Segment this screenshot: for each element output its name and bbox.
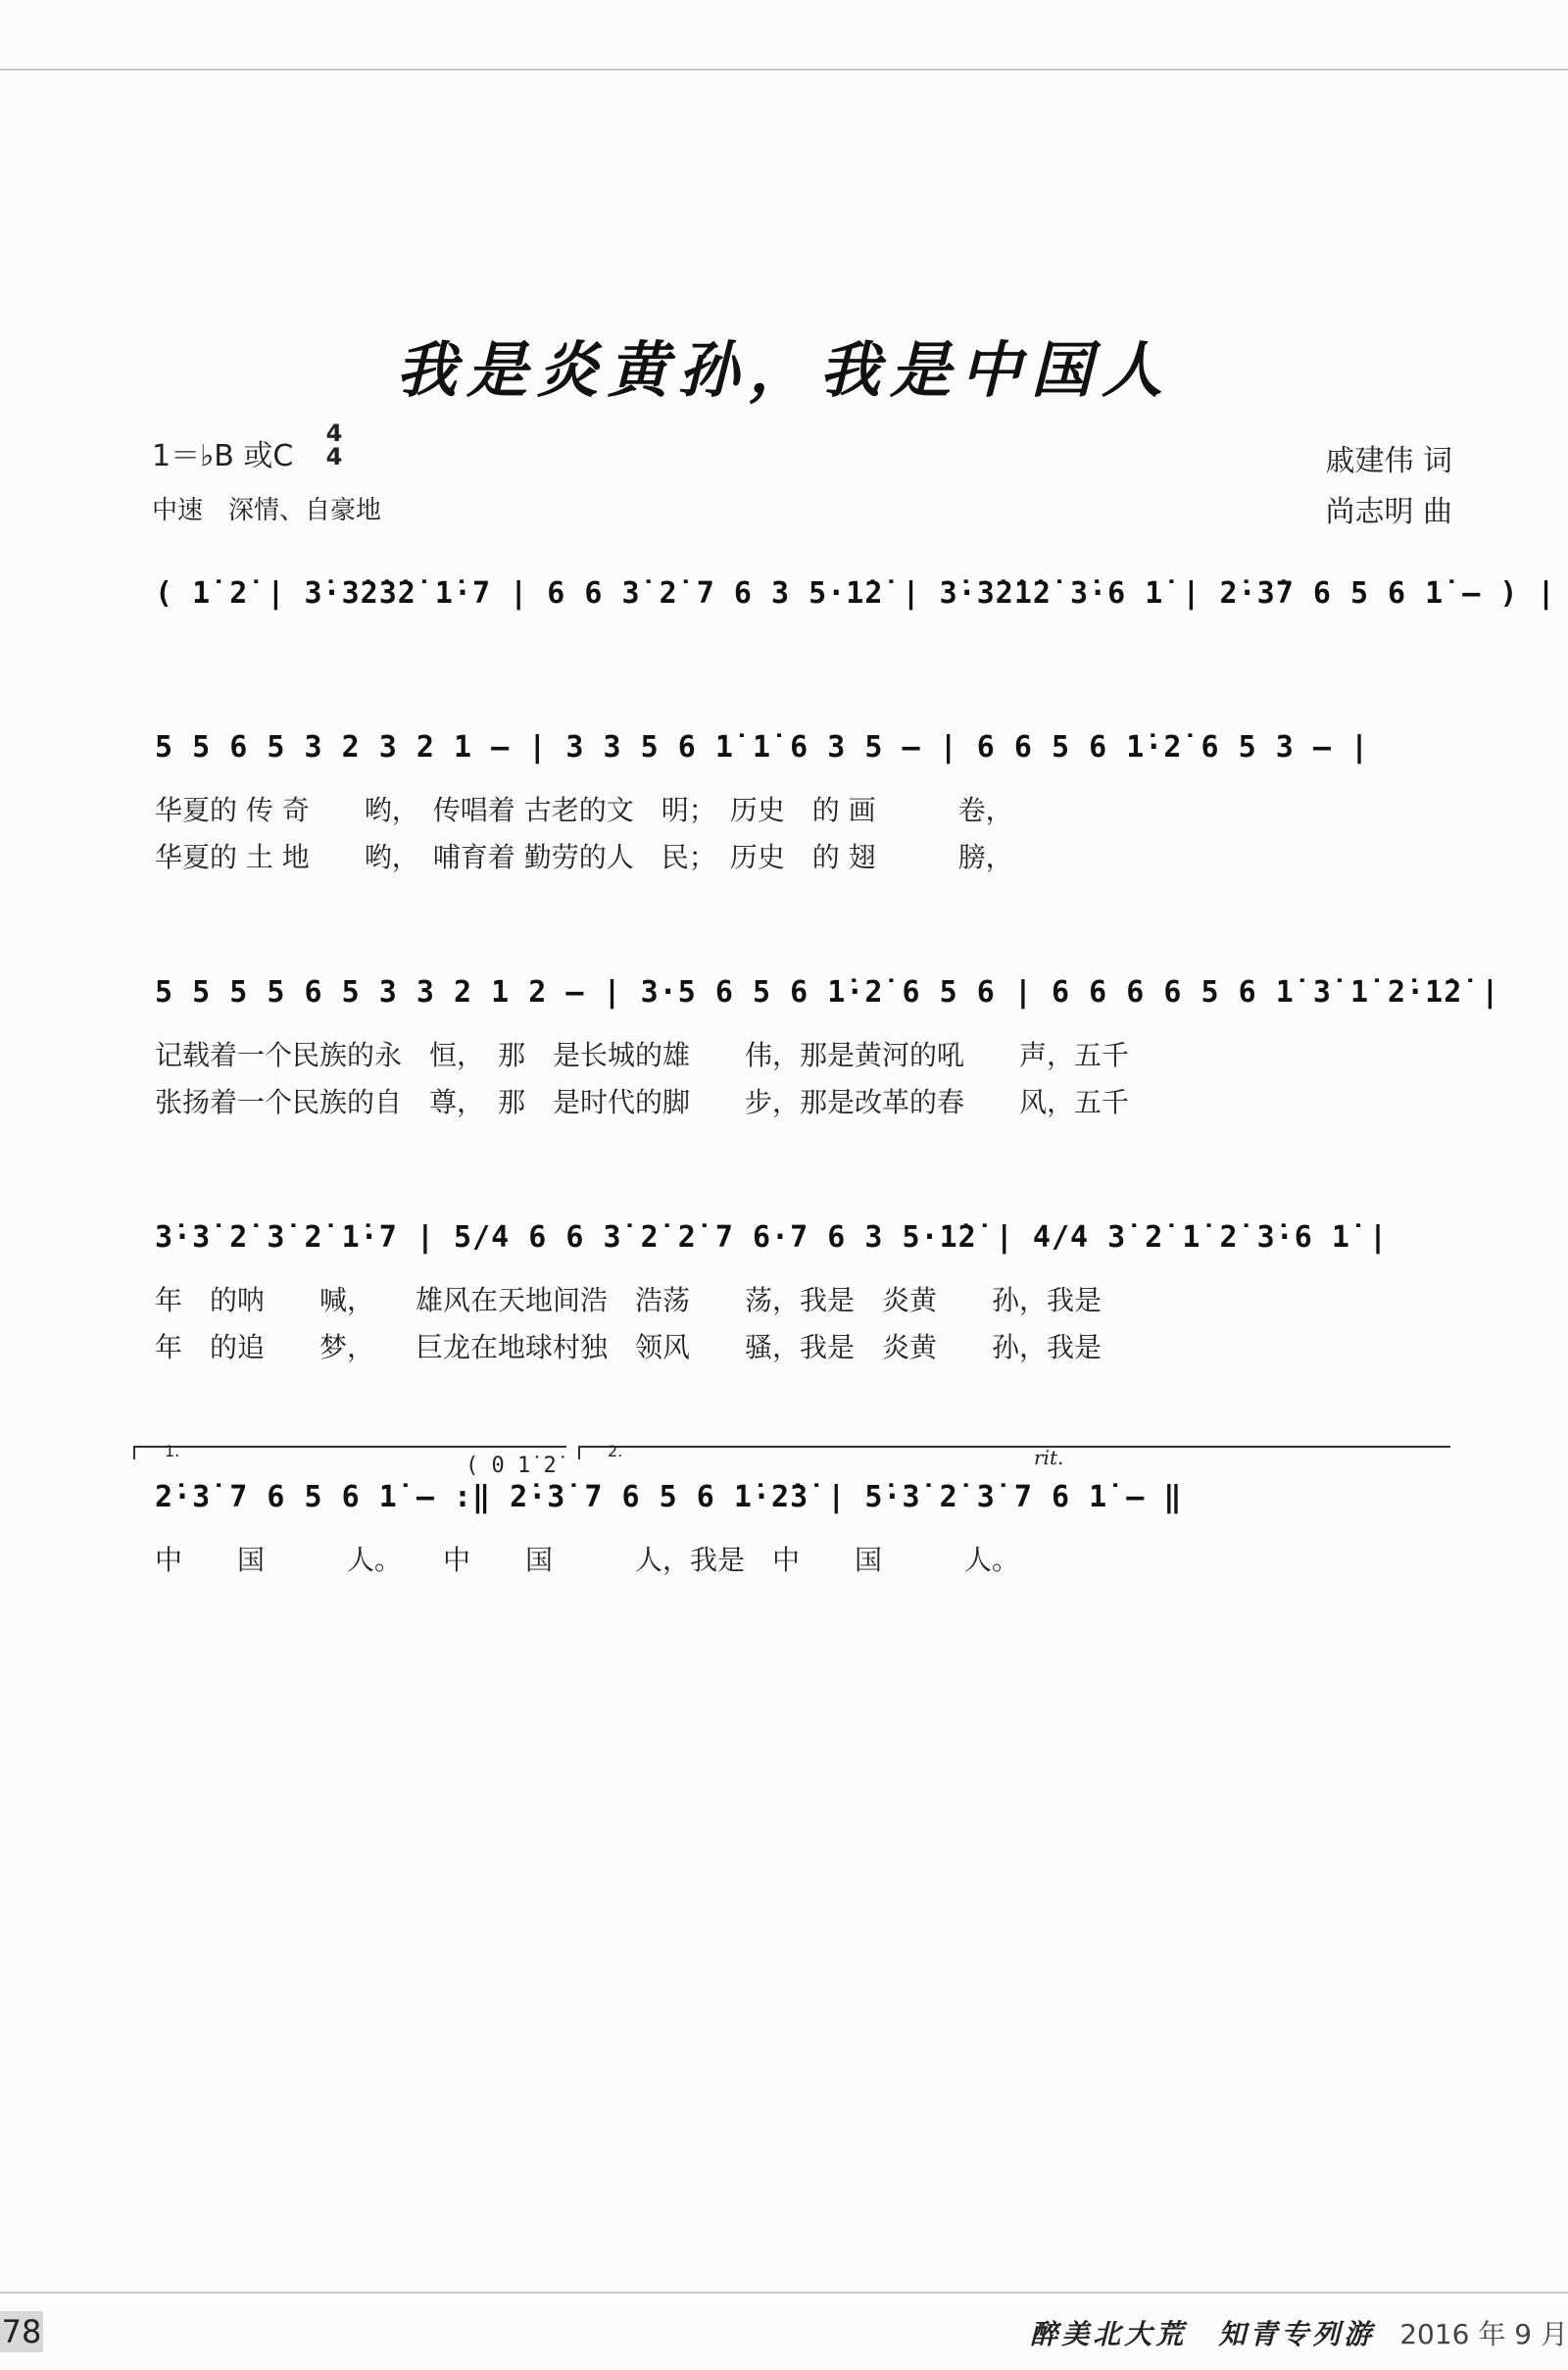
time-signature-bottom: 4 [325, 443, 343, 470]
footer-info [1030, 2313, 1568, 2352]
line3-lyrics-verse1: 年 的呐 喊， 雄风在天地间浩 浩荡 荡，我是 炎黄 孙，我是 [155, 1284, 1102, 1316]
page-number: 78 [1, 2313, 42, 2350]
line3-lyrics-verse2: 年 的追 梦， 巨龙在地球村独 领风 骚，我是 炎黄 孙，我是 [155, 1331, 1102, 1363]
bottom-rule [0, 2292, 1568, 2294]
tempo-marking: 中速 深情、自豪地 [152, 496, 382, 525]
footer-date: 2016 年 9 月 [1399, 2318, 1568, 2350]
line2-lyrics-verse2: 张扬着一个民族的自 尊， 那 是时代的脚 步，那是改革的春 风，五千 [155, 1086, 1130, 1118]
lyricist-credit: 戚建伟 词 [1325, 444, 1452, 478]
second-ending-label: 2. [608, 1442, 623, 1460]
first-ending-tail: ( 0 1̇ 2̇ [466, 1454, 557, 1478]
line1-notes: 5 5 6 5 3 2 3 2 1 – | 3 3 5 6 1̇ 1̇ 6 3 5 – | 6 6 5 6 1̇·2̇ 6 5 3 – | [155, 730, 1369, 765]
song-title: 我是炎黄孙，我是中国人 [395, 334, 1172, 406]
line4-notes: 2̇·3̇ 7 6 5 6 1̇ – :‖ 2̇·3̇ 7 6 5 6 1̇·2̇3̇ | 5̇·3̇ 2̇ 3̇ 7 6 1̇ – ‖ [155, 1480, 1183, 1514]
composer-credit: 尚志明 曲 [1325, 495, 1452, 529]
footer-brand: 醉美北大荒 知青专列游 [1030, 2318, 1376, 2350]
line2-lyrics-verse1: 记载着一个民族的永 恒， 那 是长城的雄 伟，那是黄河的吼 声，五千 [155, 1039, 1130, 1071]
ritardando-mark: rit. [1034, 1446, 1064, 1469]
line3-notes: 3̇·3̇ 2̇ 3̇ 2̇ 1̇·7 | 5/4 6 6 3̇ 2̇ 2̇ 7 6·7 6 3 5·1̇2̇ | 4/4 3̇ 2̇ 1̇ 2̇ 3̇·6 1̇ | [155, 1220, 1389, 1255]
intro-notes: ( 1̇ 2̇ | 3̇·3̇2̇3̇2̇ 1̇·7 | 6 6 3̇ 2̇ 7 6 3 5·1̇2̇ | 3̇·3̇2̇1̇2̇ 3̇·6 1̇ | 2̇·3̇7 6 5 6 1̇ – ) | [155, 576, 1556, 611]
line4-lyrics: 中 国 人。 中 国 人，我是 中 国 人。 [155, 1544, 1020, 1576]
second-ending-bracket [578, 1446, 1450, 1459]
line1-lyrics-verse2: 华夏的 土 地 哟， 哺育着 勤劳的人 民； 历史 的 翅 膀， [155, 841, 1013, 873]
time-signature [323, 421, 345, 469]
first-ending-label: 1. [165, 1442, 180, 1460]
top-rule [0, 69, 1568, 71]
time-signature-top: 4 [325, 420, 343, 447]
line1-lyrics-verse1: 华夏的 传 奇 哟， 传唱着 古老的文 明； 历史 的 画 卷， [155, 794, 1013, 826]
line2-notes: 5 5 5 5 6 5 3 3 2 1 2 – | 3·5 6 5 6 1̇·2̇ 6 5 6 | 6 6 6 6 5 6 1̇ 3̇ 1̇ 2̇·1̇2̇ | [155, 975, 1500, 1010]
key-signature: 1＝♭B 或C [152, 439, 294, 473]
